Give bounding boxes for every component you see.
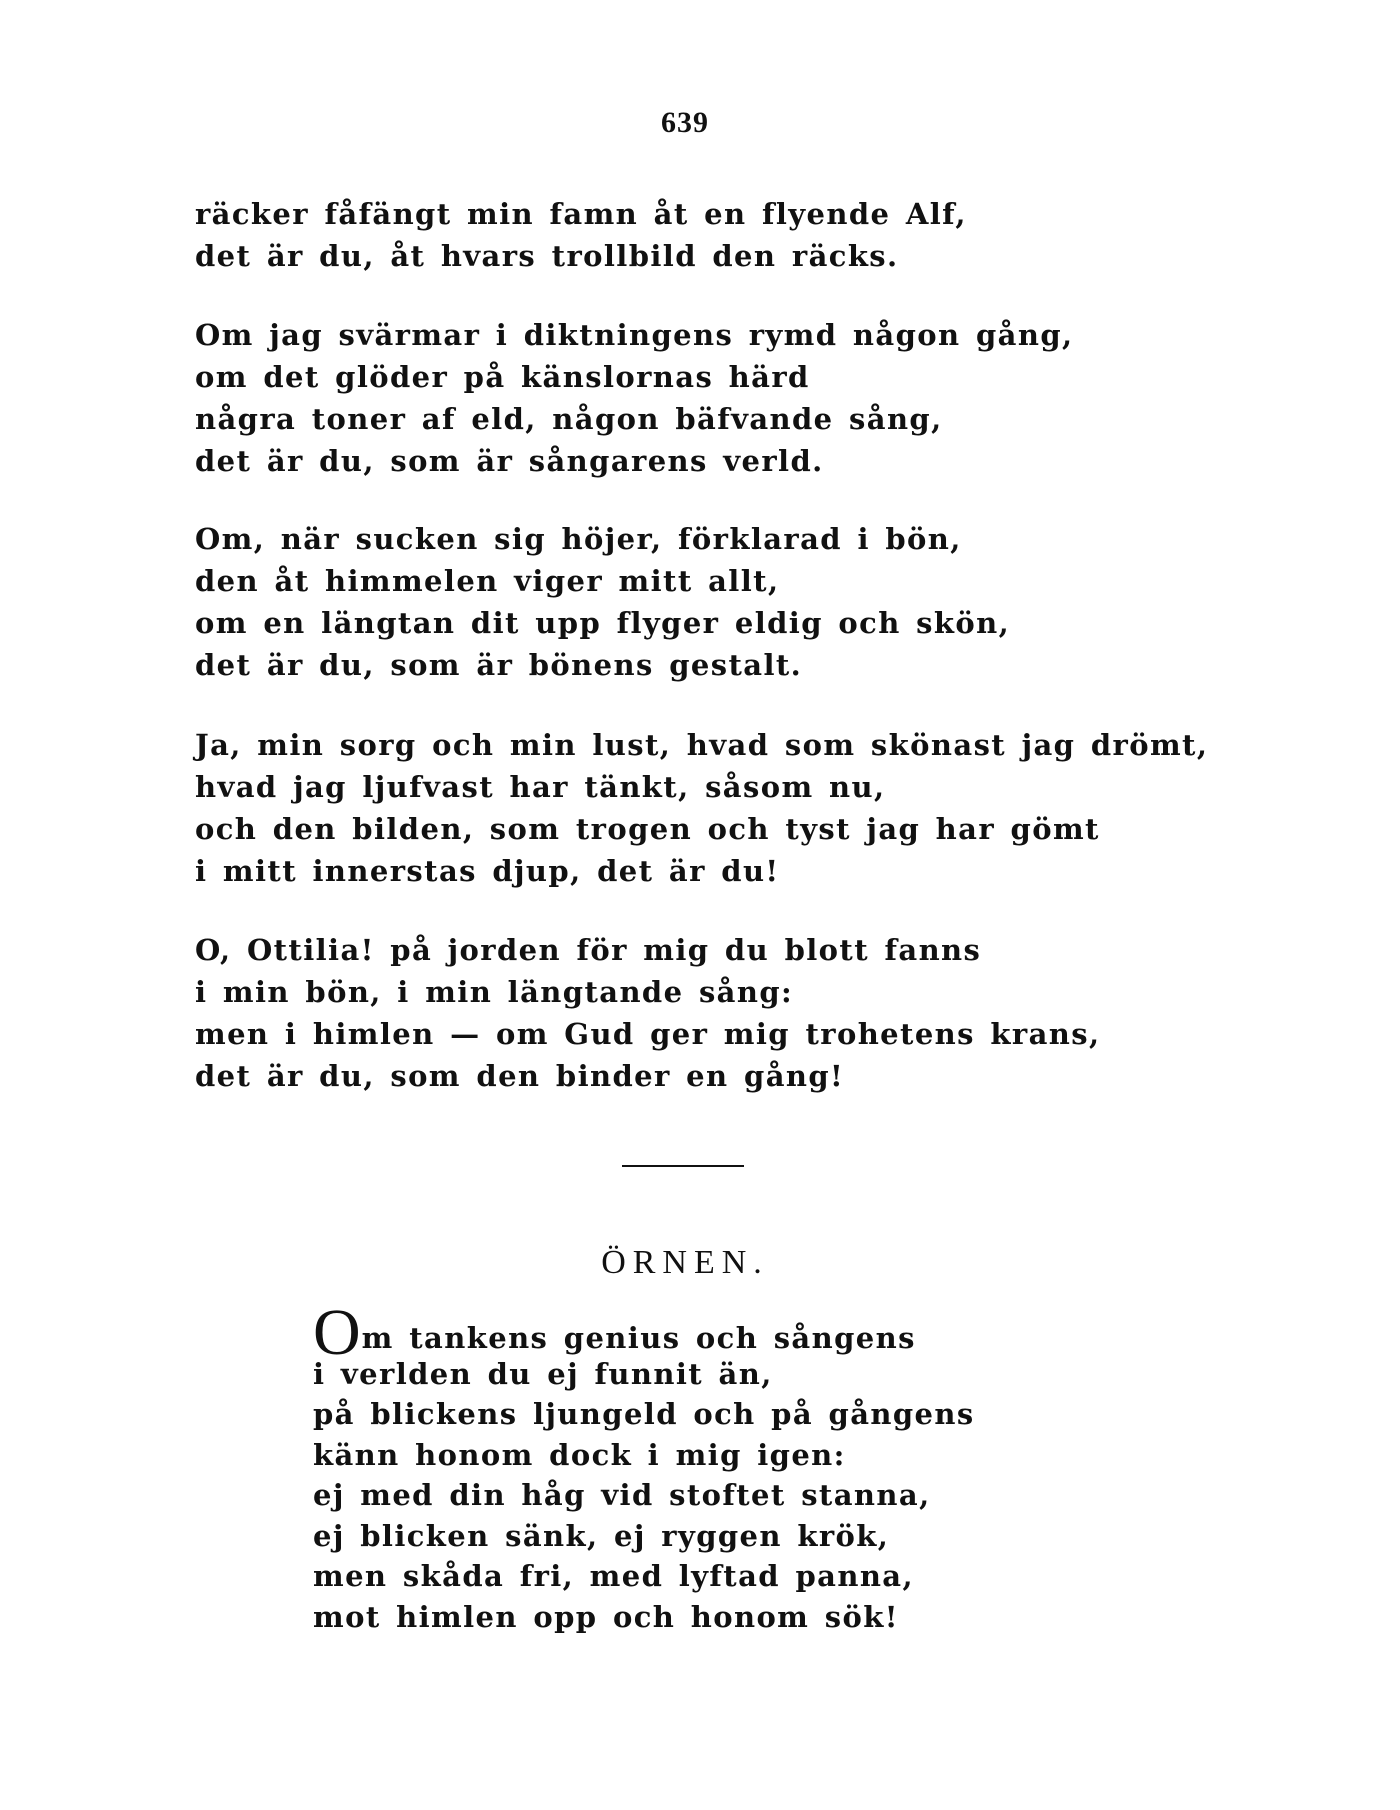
poem-line: några toner af eld, någon bäfvande sång,: [195, 402, 943, 436]
poem-line: men i himlen — om Gud ger mig trohetens krans,: [195, 1017, 1101, 1051]
poem-line: m tankens genius och sångens: [361, 1321, 916, 1355]
drop-cap: O: [313, 1296, 361, 1369]
poem-line: hvad jag ljufvast har tänkt, såsom nu,: [195, 770, 886, 804]
poem-line: i mitt innerstas djup, det är du!: [195, 854, 780, 888]
poem-line: om en längtan dit upp flyger eldig och skön,: [195, 606, 1011, 640]
stanza-2: [195, 314, 1215, 482]
poem-line: det är du, som är bönens gestalt.: [195, 648, 803, 682]
poem-line: det är du, som är sångarens verld.: [195, 444, 824, 478]
section-divider: [622, 1165, 744, 1167]
poem-line: det är du, som den binder en gång!: [195, 1059, 845, 1093]
stanza-5: [195, 929, 1215, 1097]
poem-line: men skåda fri, med lyftad panna,: [313, 1559, 914, 1593]
poem-line: om det glöder på känslornas härd: [195, 360, 810, 394]
poem-title: ÖRNEN.: [601, 1244, 769, 1281]
poem-line: i min bön, i min längtande sång:: [195, 975, 794, 1009]
poem-line: på blickens ljungeld och på gångens: [313, 1397, 975, 1431]
poem-line: räcker fåfängt min famn åt en flyende Alf,: [195, 197, 967, 231]
stanza-1: [195, 193, 1215, 277]
stanza-3: [195, 518, 1215, 686]
poem-first-line: [313, 1296, 1113, 1369]
poem-ornen: [313, 1296, 1113, 1637]
poem-line: ej med din håg vid stoftet stanna,: [313, 1478, 931, 1512]
stanza-4: [195, 724, 1215, 892]
poem-line: Om, när sucken sig höjer, förklarad i bön,: [195, 522, 962, 556]
poem-line: känn honom dock i mig igen:: [313, 1437, 846, 1472]
poem-line: ej blicken sänk, ej ryggen krök,: [313, 1518, 890, 1553]
poem-line: och den bilden, som trogen och tyst jag har gömt: [195, 812, 1100, 846]
poem-line: Om jag svärmar i diktningens rymd någon gång,: [195, 318, 1074, 352]
page-number: 639: [661, 106, 709, 139]
poem-line: det är du, åt hvars trollbild den räcks.: [195, 239, 899, 273]
poem-line: mot himlen opp och honom sök!: [313, 1599, 899, 1634]
poem-line: i verlden du ej funnit än,: [313, 1356, 773, 1391]
poem-line: O, Ottilia! på jorden för mig du blott fanns: [195, 933, 982, 967]
poem-line: den åt himmelen viger mitt allt,: [195, 564, 780, 598]
poem-line: Ja, min sorg och min lust, hvad som skönast jag drömt,: [195, 728, 1209, 762]
